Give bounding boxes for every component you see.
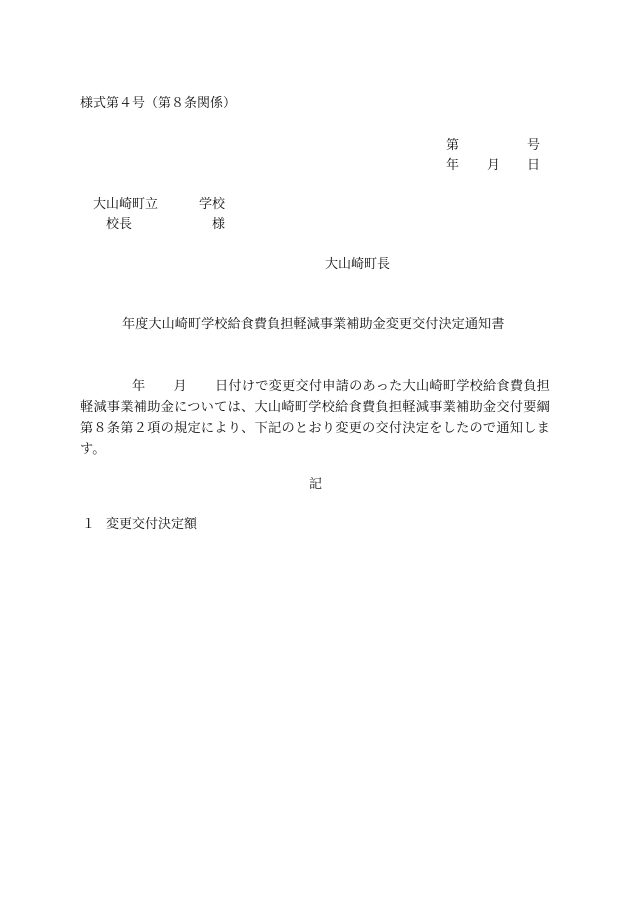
body-text: 日付けで変更交付申請のあった大山崎町学校給食費負担軽減事業補助金については、大山崎町学校給食費負担軽減事業補助金交付要綱第８条第２項の規定により、下記のとおり変更の交付決定をしたので通知します。 — [80, 379, 550, 457]
reference-number-suffix: 号 — [527, 138, 541, 153]
reference-number-prefix: 第 — [446, 138, 460, 153]
body-year-label: 年 — [132, 379, 146, 394]
section-1-number: １ — [82, 517, 96, 532]
section-1-label: 変更交付決定額 — [106, 517, 198, 532]
sender-name: 大山崎町長 — [325, 257, 391, 272]
document-title: 年度大山崎町学校給食費負担軽減事業補助金変更交付決定通知書 — [122, 317, 505, 332]
date-day-label: 日 — [527, 158, 541, 173]
date-year-label: 年 — [446, 158, 460, 173]
date-month-label: 月 — [487, 158, 501, 173]
body-paragraph — [80, 376, 550, 460]
addressee-principal: 校長 — [106, 217, 133, 232]
body-month-label: 月 — [173, 379, 187, 394]
addressee-honorific: 様 — [212, 217, 226, 232]
addressee-school-suffix: 学校 — [199, 197, 226, 212]
addressee-town-prefix: 大山崎町立 — [93, 197, 159, 212]
form-label: 様式第４号（第８条関係） — [80, 96, 237, 111]
ki-heading: 記 — [309, 477, 323, 492]
